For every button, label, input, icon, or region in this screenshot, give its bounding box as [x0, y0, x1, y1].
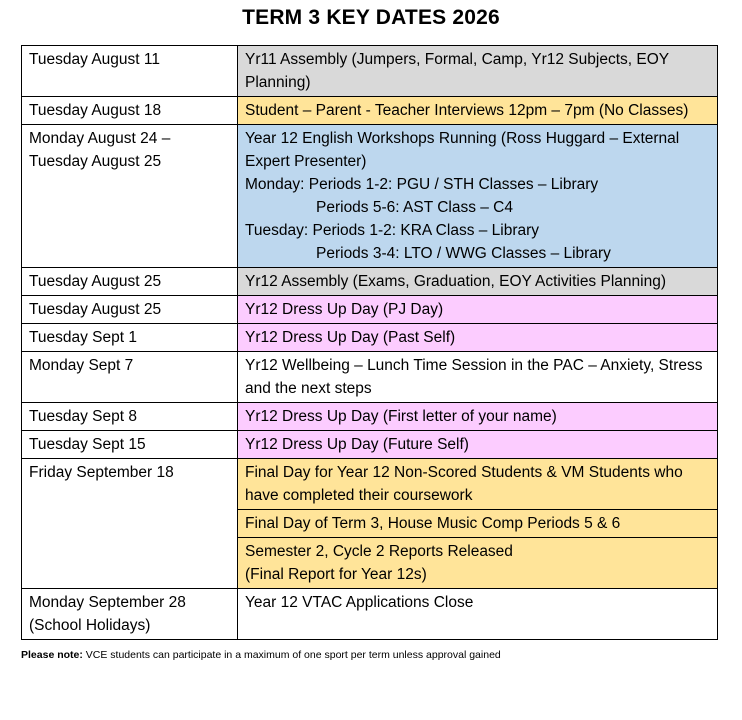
event-cell: Final Day for Year 12 Non-Scored Students & VM Students who have completed their coursework	[238, 459, 718, 510]
footnote	[21, 649, 501, 661]
date-cell: Tuesday Sept 15	[22, 431, 238, 459]
date-cell: Friday September 18	[22, 459, 238, 589]
event-cell	[238, 538, 718, 589]
event-cell: Yr12 Wellbeing – Lunch Time Session in the PAC – Anxiety, Stress and the next steps	[238, 352, 718, 403]
schedule-line: Tuesday: Periods 1-2: KRA Class – Library	[245, 222, 540, 239]
table-row	[22, 431, 718, 459]
event-line: Semester 2, Cycle 2 Reports Released	[245, 543, 513, 560]
date-line: Tuesday August 25	[29, 153, 162, 170]
event-cell: Year 12 VTAC Applications Close	[238, 589, 718, 640]
date-cell: Monday Sept 7	[22, 352, 238, 403]
date-cell: Tuesday August 25	[22, 268, 238, 296]
page-title: TERM 3 KEY DATES 2026	[242, 6, 500, 29]
key-dates-table	[21, 45, 718, 640]
date-cell	[22, 125, 238, 268]
event-cell: Yr12 Dress Up Day (Future Self)	[238, 431, 718, 459]
event-cell: Yr11 Assembly (Jumpers, Formal, Camp, Yr12 Subjects, EOY Planning)	[238, 46, 718, 97]
table-row	[22, 459, 718, 510]
event-cell: Student – Parent - Teacher Interviews 12pm – 7pm (No Classes)	[238, 97, 718, 125]
date-cell	[22, 589, 238, 640]
table-row	[22, 46, 718, 97]
table-row	[22, 268, 718, 296]
date-cell: Tuesday Sept 1	[22, 324, 238, 352]
event-cell: Final Day of Term 3, House Music Comp Periods 5 & 6	[238, 510, 718, 538]
date-line: Monday September 28	[29, 594, 186, 611]
event-cell: Yr12 Dress Up Day (PJ Day)	[238, 296, 718, 324]
date-cell: Tuesday August 18	[22, 97, 238, 125]
event-cell	[238, 125, 718, 268]
note-label: Please note:	[21, 649, 83, 661]
table-row	[22, 324, 718, 352]
event-text: Year 12 English Workshops Running (Ross Huggard – External Expert Presenter)	[245, 130, 680, 170]
table-row	[22, 352, 718, 403]
date-line: (School Holidays)	[29, 617, 151, 634]
event-cell: Yr12 Dress Up Day (Past Self)	[238, 324, 718, 352]
note-text: VCE students can participate in a maximum of one sport per term unless approval gained	[82, 649, 501, 661]
table-row	[22, 403, 718, 431]
schedule-line: Monday: Periods 1-2: PGU / STH Classes – Library	[245, 176, 599, 193]
table-row	[22, 296, 718, 324]
table-row	[22, 589, 718, 640]
date-line: Monday August 24 –	[29, 130, 171, 147]
schedule-line: Periods 5-6: AST Class – C4	[316, 199, 513, 216]
table-row	[22, 125, 718, 268]
event-cell: Yr12 Dress Up Day (First letter of your name)	[238, 403, 718, 431]
date-cell: Tuesday August 25	[22, 296, 238, 324]
date-cell: Tuesday August 11	[22, 46, 238, 97]
date-cell: Tuesday Sept 8	[22, 403, 238, 431]
table-row	[22, 97, 718, 125]
schedule-line: Periods 3-4: LTO / WWG Classes – Library	[316, 245, 611, 262]
event-line: (Final Report for Year 12s)	[245, 566, 427, 583]
event-cell: Yr12 Assembly (Exams, Graduation, EOY Activities Planning)	[238, 268, 718, 296]
